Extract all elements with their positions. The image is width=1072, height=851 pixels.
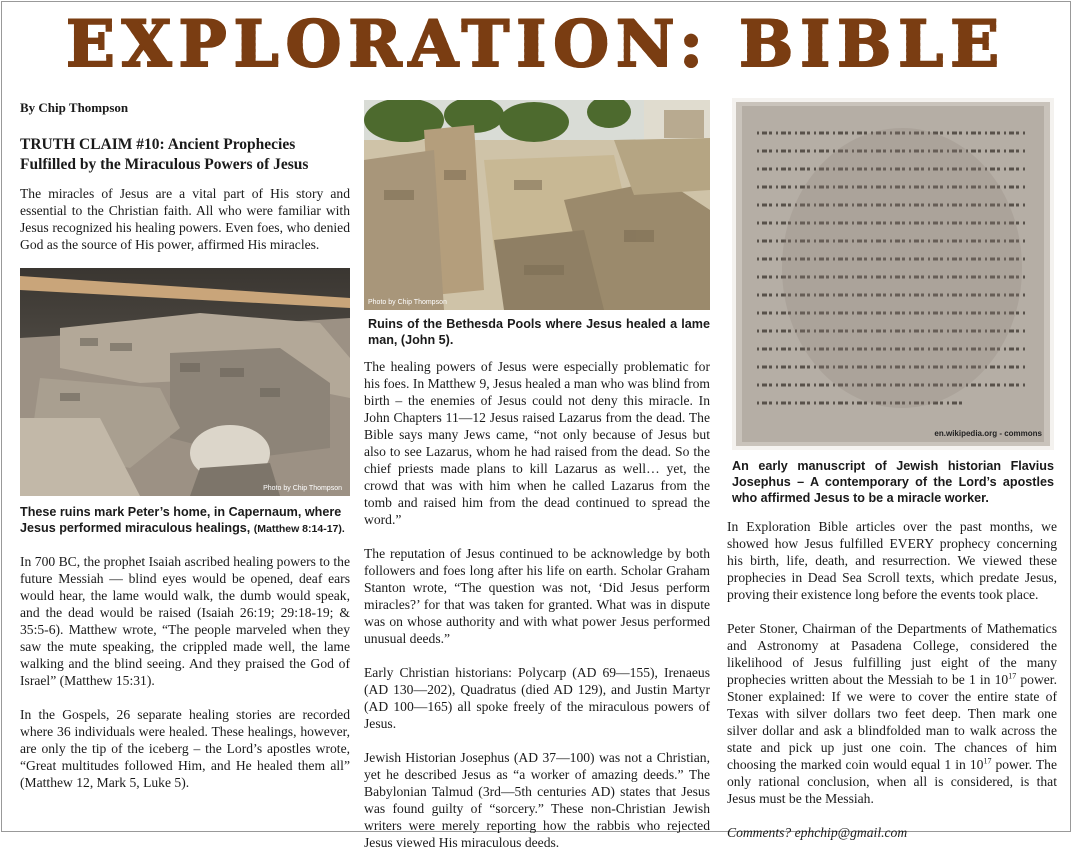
peters-home-photo <box>20 268 350 496</box>
photo-credit: en.wikipedia.org - commons <box>934 429 1042 438</box>
column-3-body: In Exploration Bible articles over the past months, we showed how Jesus fulfilled EVERY prophecy concerning his birth, life, death, and resurrection. We viewed these prophecies in Dead Sea Scroll texts, which predate Jesus, proving their existence long before the events took place. Peter Stoner, Chairman of the Departments of Mathematics and Astronomy at Pasadena College, considered the likelihood of Jesus fulfilling just eight of the many prophecies written about the Messiah to be 1 in $10^{17}$ power. Stoner explained: If we were to cover the entire state of Texas with silver dollars two feet deep. Then mark one silver dollar and ask a blindfolded man to walk across the state and pick up just one coin. The chances of him choosing the marked coin would equal 1 in $10^{17}$ power. The only rational conclusion, when all is considered, is that Jesus must be the Messiah. Comments? ephchip@gmail.com <box>727 519 1057 840</box>
photo-credit: Photo by Chip Thompson <box>263 485 342 492</box>
column-2-body: The healing powers of Jesus were especially problematic for his foes. In Matthew 9, Jesus healed a man who was blind from birth – the enemies of Jesus could not deny this miracle. In John Chapters 11—12 Jesus raised Lazarus from the dead. The Bible says many Jews came, “not only because of Jesus but also to see Lazarus, whom he had raised from the dead. So the chief priests made plans to kill Lazarus as well… yet, the crowd that was with him when he called Lazarus from the tomb and raised him from the dead continued to spread the word.” The reputation of Jesus continued to be acknowledge by both followers and foes long after his life on earth. Scholar Graham Stanton wrote, “The question was not, ‘Did Jesus perform miracles?’ for that was taken for granted. What was in dispute was on whose authority and with what power Jesus performed unusual deeds.” Early Christian historians: Polycarp (AD 69—155), Irenaeus (AD 130—202), Quadratus (died AD 129), and Justin Martyr (AD 100—165) all spoke freely of the miraculous powers of Jesus. Jewish Historian Josephus (AD 37—100) was not a Christian, yet he described Jesus as “a worker of amazing deeds.” The Babylonian Talmud (3rd—5th centuries AD) states that Jesus was found guilty of “sorcery.” These non-Christian Jewish writers were merely reporting how the rabbis who rejected Jesus viewed His miraculous deeds. <box>364 359 710 850</box>
headline: TRUTH CLAIM #10: Ancient Prophecies Fulfilled by the Miraculous Powers of Jesus <box>20 136 309 173</box>
photo-credit: Photo by Chip Thompson <box>368 299 447 306</box>
masthead-title: EXPLORATION: BIBLE <box>66 7 1006 82</box>
peters-home-caption: These ruins mark Peter’s home, in Capernaum, where Jesus performed miraculous healings, (Matthew 8:14-17). <box>20 505 345 535</box>
byline: By Chip Thompson <box>20 100 129 115</box>
bethesda-pools-photo <box>364 100 710 310</box>
column-1-body: In 700 BC, the prophet Isaiah ascribed healing powers to the future Messiah — blind eyes would be opened, deaf ears would hear, the lame would walk, the dumb would speak, and the dead would be raised (Isaiah 26:19; 29:18-19; & 35:5-6). Matthew wrote, “The people marveled when they saw the mute speaking, the crippled made well, the lame walking and the blind seeing. And they praised the God of Israel” (Matthew 15:31). In the Gospels, 26 separate healing stories are recorded where 36 individuals were healed. These healings, however, are only the tip of the iceberg – the Lord’s apostles wrote, “Great multitudes followed Him, and He healed them all” (Matthew 12, Mark 5, Luke 5). <box>20 554 350 790</box>
josephus-manuscript-photo <box>732 98 1054 450</box>
bethesda-pools-caption: Ruins of the Bethesda Pools where Jesus healed a lame man, (John 5). <box>368 317 710 347</box>
josephus-manuscript-caption: An early manuscript of Jewish historian Flavius Josephus – A contemporary of the Lord’s apostles who affirmed Jesus to be a miracle worker. <box>732 459 1054 505</box>
intro-paragraph: The miracles of Jesus are a vital part of His story and essential to the Christian faith. All who were familiar with Jesus recognized his healing powers. Even foes, who denied God as the source of His power, affirmed His miracles. <box>20 186 350 252</box>
comments-email: Comments? ephchip@gmail.com <box>727 825 908 840</box>
